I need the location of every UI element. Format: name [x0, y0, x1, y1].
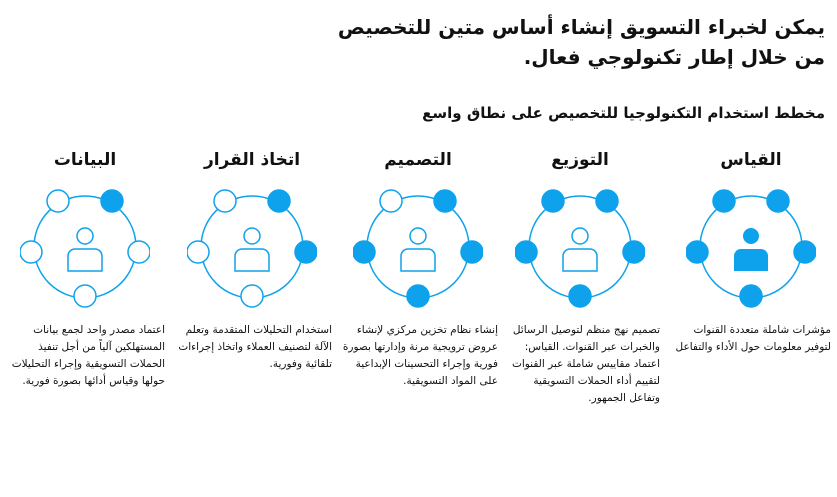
person-network-icon [686, 182, 816, 312]
stage-title: القياس [720, 150, 782, 170]
stage-description: اعتماد مصدر واحد لجمع بيانات المستهلكين آلياً من أجل تنفيذ الحملات التسويقية وإجراء التحليلات حولها وقياس أدائها بصورة فورية. [11, 324, 165, 387]
stage-description: تصميم نهج منظم لتوصيل الرسائل والخبرات عبر القنوات. القياس: اعتماد مقاييس شاملة عبر القنوات لتقييم أداء الحملات التسويقية وتفاعل الجمهور. [511, 324, 660, 404]
stage-title: البيانات [53, 150, 117, 170]
person-network-icon [187, 182, 317, 312]
person-network-icon [353, 182, 483, 312]
stage-description: مؤشرات شاملة متعددة القنوات لتوفير معلومات حول الأداء والتفاعل [675, 324, 831, 353]
stage-description: استخدام التحليلات المتقدمة وتعلم الآلة لتصنيف العملاء واتخاذ إجراءات تلقائية وفورية. [178, 324, 332, 370]
subtitle: مخطط استخدام التكنولوجيا للتخصيص على نطاق واسع [422, 104, 825, 122]
headline: يمكن لخبراء التسويق إنشاء أساس متين للتخصيص من خلال إطار تكنولوجي فعال. [337, 15, 825, 69]
stage-title: اتخاذ القرار [203, 150, 301, 170]
stage-title: التصميم [384, 150, 452, 170]
stage-title: التوزيع [551, 150, 609, 170]
person-network-icon [20, 182, 150, 312]
stage-distribution [500, 146, 660, 312]
stage-design [338, 146, 498, 312]
stage-measurement [671, 146, 831, 312]
stage-description: إنشاء نظام تخزين مركزي لإنشاء عروض ترويجية مرنة وإدارتها بصورة فورية وإجراء التحسينات الإبداعية على المواد التسويقية. [342, 324, 498, 387]
person-network-icon [515, 182, 645, 312]
stage-data [5, 146, 165, 312]
stage-decision [172, 146, 332, 312]
